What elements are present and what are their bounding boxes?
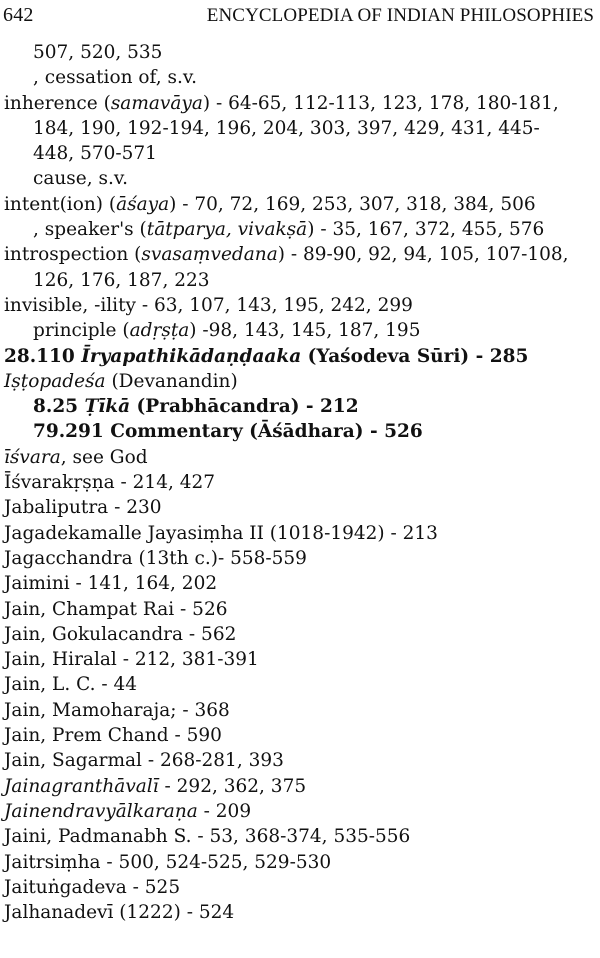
index-text-segment: Jain, Gokulacandra - 562 — [4, 623, 237, 645]
index-entry — [0, 875, 600, 900]
index-text-segment: 184, 190, 192-194, 196, 204, 303, 397, 429, 431, 445- — [33, 117, 540, 139]
index-text-segment: Jagacchandra (13th c.)- 558-559 — [4, 547, 307, 569]
index-text-segment: Jaituṅgadeva - 525 — [4, 876, 181, 898]
index-text-segment: 507, 520, 535 — [33, 42, 163, 63]
index-subentry — [0, 217, 600, 242]
index-entry — [0, 445, 600, 470]
index-text-segment: 79.291 Commentary (Āśādhara) - 526 — [33, 421, 423, 443]
index-text-segment: tātparya, vivakṣā — [146, 219, 308, 241]
page-header — [0, 0, 600, 34]
index-text-segment: Jain, L. C. - 44 — [4, 674, 138, 696]
index-entry — [0, 521, 600, 546]
index-text-segment: , cessation of, s.v. — [33, 67, 197, 89]
index-entry — [0, 242, 600, 267]
index-text-segment: ) -98, 143, 145, 187, 195 — [189, 320, 421, 342]
index-text-segment: (Devanandin) — [105, 370, 238, 392]
index-text-segment: invisible, -ility - 63, 107, 143, 195, 242, 299 — [4, 294, 413, 316]
index-entry — [0, 293, 600, 318]
index-entry — [0, 344, 600, 369]
index-text-segment: Jabaliputra - 230 — [4, 497, 162, 519]
index-text-segment: , see God — [60, 446, 148, 468]
index-text-segment: āśaya — [116, 193, 170, 215]
index-entry — [0, 824, 600, 849]
index-text-segment: Jainendravyālkaraṇa — [4, 800, 198, 822]
index-text-segment: Jain, Hiralal - 212, 381-391 — [4, 649, 259, 671]
index-entry — [0, 774, 600, 799]
index-text-segment: cause, s.v. — [33, 168, 129, 190]
index-text-segment: 448, 570-571 — [33, 143, 157, 165]
index-text-segment: Jagadekamalle Jayasiṃha II (1018-1942) - 213 — [4, 522, 438, 544]
index-text-segment: 8.25 — [33, 396, 85, 418]
index-text-segment: 28.110 — [4, 345, 82, 367]
index-entry — [0, 850, 600, 875]
index-text-segment: Jain, Mamoharaja; - 368 — [4, 699, 230, 721]
index-entry — [0, 91, 600, 116]
index-entry — [0, 470, 600, 495]
index-text-segment: Jain, Prem Chand - 590 — [4, 725, 222, 747]
index-entry — [0, 647, 600, 672]
index-subentry — [0, 141, 600, 166]
index-entry — [0, 546, 600, 571]
index-subentry — [0, 419, 600, 444]
index-entry — [0, 622, 600, 647]
index-entry — [0, 571, 600, 596]
index-entry — [0, 698, 600, 723]
index-text-segment: īśvara — [4, 446, 61, 468]
index-text-segment: (Prabhācandra) - 212 — [130, 396, 359, 418]
index-entry — [0, 495, 600, 520]
index-subentry — [0, 116, 600, 141]
index-text-segment: Īryapathikādaṇḍaaka — [81, 345, 302, 367]
index-text-segment: Īśvarakṛṣṇa - 214, 427 — [4, 472, 216, 494]
index-text-segment: Jaitrsiṃha - 500, 524-525, 529-530 — [4, 851, 332, 873]
index-text-segment: Iṣṭopadeśa — [4, 370, 106, 392]
index-text-segment: Jaini, Padmanabh S. - 53, 368-374, 535-556 — [4, 826, 411, 848]
index-entry — [0, 799, 600, 824]
index-entry — [0, 748, 600, 773]
index-text-segment: - 209 — [197, 800, 252, 822]
page-number: 642 — [3, 4, 34, 26]
running-title: ENCYCLOPEDIA OF INDIAN PHILOSOPHIES — [206, 5, 594, 26]
index-subentry — [0, 40, 600, 65]
index-text-segment: Jaimini - 141, 164, 202 — [4, 573, 218, 595]
index-entry — [0, 672, 600, 697]
index-subentry — [0, 65, 600, 90]
index-entry — [0, 192, 600, 217]
index-text-segment: - 292, 362, 375 — [158, 775, 307, 797]
index-text-segment: Jain, Champat Rai - 526 — [4, 598, 228, 620]
index-text-segment: introspection ( — [4, 244, 142, 266]
index-text-segment: , speaker's ( — [33, 219, 147, 241]
index-text-segment: svasaṃvedana — [141, 244, 278, 266]
index-text-segment: Ṭīkā — [84, 396, 131, 418]
index-subentry — [0, 268, 600, 293]
index-text-segment: ) - 70, 72, 169, 253, 307, 318, 384, 506 — [169, 193, 536, 215]
index-text-segment: principle ( — [33, 320, 130, 342]
index-text-segment: Jalhanadevī (1222) - 524 — [4, 902, 235, 924]
index-text-segment: samavāya — [110, 92, 203, 114]
index-subentry — [0, 166, 600, 191]
index-text-segment: 126, 176, 187, 223 — [33, 269, 210, 291]
index-text-segment: ) - 35, 167, 372, 455, 576 — [307, 219, 545, 241]
index-text-segment: (Yaśodeva Sūri) - 285 — [301, 345, 529, 367]
index-subentry — [0, 394, 600, 419]
index-text-segment: Jainagranthāvalī — [4, 775, 159, 797]
index-text-segment: Jain, Sagarmal - 268-281, 393 — [4, 750, 284, 772]
index-text-segment: adṛṣṭa — [129, 320, 190, 342]
index-entry — [0, 900, 600, 925]
index-text-segment: inherence ( — [4, 92, 111, 114]
index-subentry — [0, 318, 600, 343]
index-text-segment: ) - 64-65, 112-113, 123, 178, 180-181, — [202, 92, 559, 114]
index-list — [0, 40, 600, 925]
index-entry — [0, 723, 600, 748]
index-entry — [0, 597, 600, 622]
index-entry — [0, 369, 600, 394]
index-text-segment: ) - 89-90, 92, 94, 105, 107-108, — [277, 244, 569, 266]
index-text-segment: intent(ion) ( — [4, 193, 117, 215]
